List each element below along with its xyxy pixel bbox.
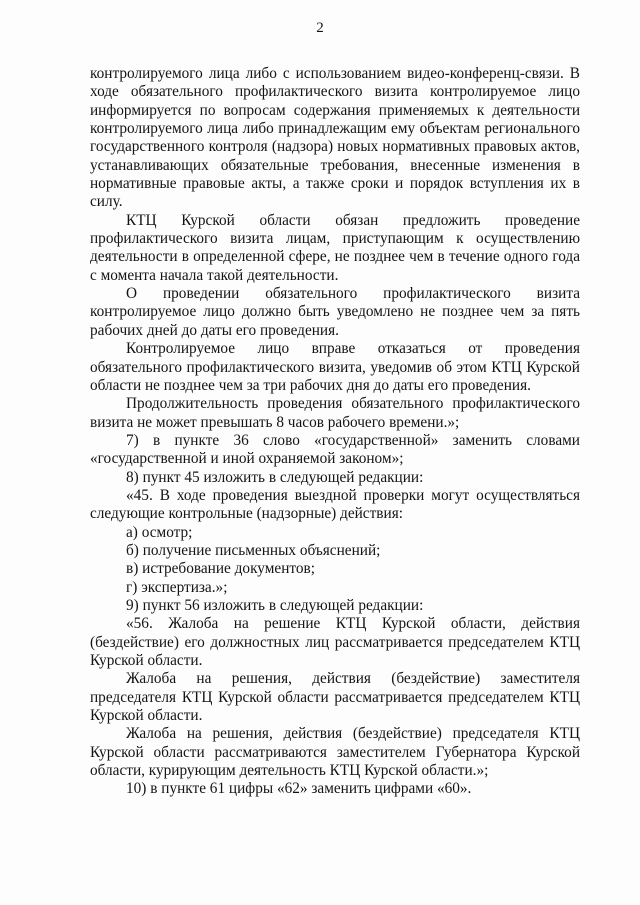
list-item-v: в) истребование документов;	[126, 560, 316, 578]
document-body	[90, 65, 580, 799]
list-item-a: а) осмотр;	[126, 523, 193, 541]
list-item-g: г) экспертиза.»;	[126, 578, 228, 596]
paragraph-refusal: Контролируемое лицо вправе отказаться от проведения обязательного профилактического визита, уведомив об этом КТЦ Курской области не позднее чем за три рабочих дня до даты его проведения.	[90, 340, 580, 394]
page-number: 2	[316, 20, 324, 36]
paragraph-duration: Продолжительность проведения обязательного профилактического визита не может превышать 8 часов рабочего времени.»;	[90, 395, 580, 431]
paragraph-complaint-chairman: Жалоба на решения, действия (бездействие) председателя КТЦ Курской области рассматриваются заместителем Губернатора Курской области, курирующим деятельность КТЦ Курской области.»;	[90, 725, 580, 780]
paragraph-continuation: контролируемого лица либо с использованием видео-конференц-связи. В ходе обязательного профилактического визита контролируемое лицо информируется по вопросам содержания применяемых к деятельности контролируемого лица либо принадлежащим ему объектам регионального государственного контроля (надзора) новых нормативных правовых актов, устанавливающих обязательные требования, внесенные изменения в нормативные правовые акты, а также сроки и порядок вступления их в силу.	[90, 65, 580, 211]
paragraph-item-7: 7) в пункте 36 слово «государственной» заменить словами «государственной и иной охраняемой законом»;	[90, 431, 580, 468]
paragraph-notification: О проведении обязательного профилактического визита контролируемое лицо должно быть уведомлено не позднее чем за пять рабочих дней до даты его проведения.	[90, 285, 580, 339]
paragraph-item-9: 9) пункт 56 изложить в следующей редакции:	[126, 596, 424, 614]
paragraph-ktc-obligation: КТЦ Курской области обязан предложить проведение профилактического визита лицам, приступающим к осуществлению деятельности в определенной сфере, не позднее чем в течение одного года с момента начала такой деятельности.	[90, 211, 580, 284]
paragraph-complaint-deputy: Жалоба на решения, действия (бездействие) заместителя председателя КТЦ Курской области рассматривается председателем КТЦ Курской области.	[90, 670, 580, 725]
list-item-b: б) получение письменных объяснений;	[126, 541, 381, 559]
paragraph-clause-45: «45. В ходе проведения выездной проверки могут осуществляться следующие контрольные (надзорные) действия:	[90, 486, 580, 523]
paragraph-item-10: 10) в пункте 61 цифры «62» заменить цифрами «60».	[126, 780, 472, 798]
paragraph-item-8: 8) пункт 45 изложить в следующей редакции:	[126, 468, 424, 486]
paragraph-clause-56: «56. Жалоба на решение КТЦ Курской области, действия (бездействие) его должностных лиц рассматривается председателем КТЦ Курской области.	[90, 615, 580, 669]
